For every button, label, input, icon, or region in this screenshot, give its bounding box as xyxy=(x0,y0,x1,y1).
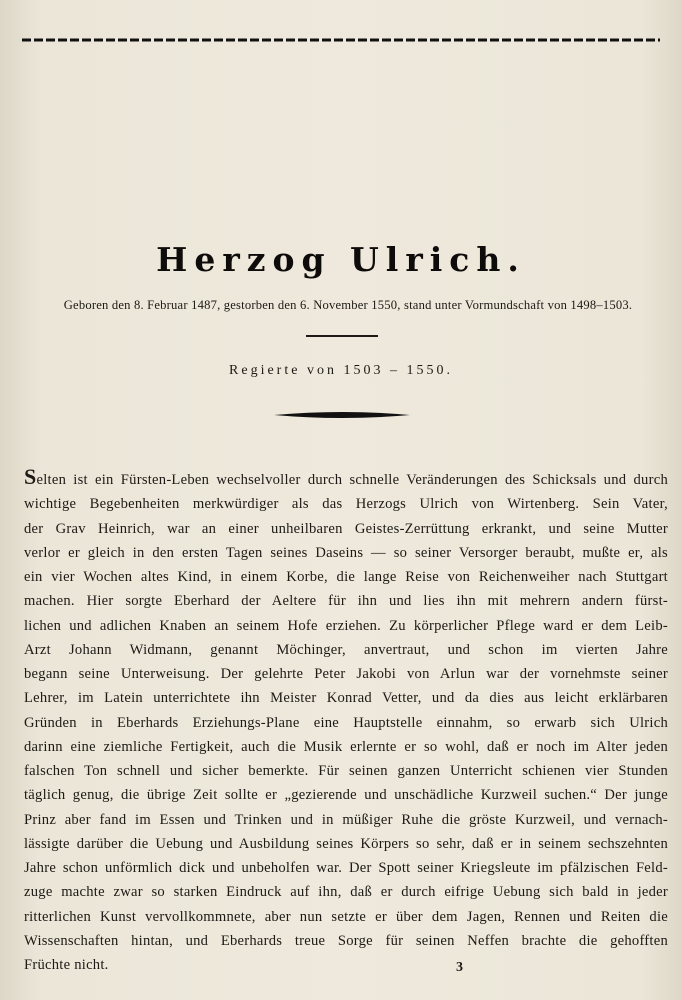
body-line: begann seine Unterweisung. Der gelehrte Peter Jakobi von Arlun war der vornehmste seiner xyxy=(24,666,668,682)
body-line: ein vier Wochen altes Kind, in einem Korbe, die lange Reise von Reichenweiher nach Stuttgart xyxy=(24,569,668,585)
body-line: machen. Hier sorgte Eberhard der Aeltere für ihn und lies ihn mit mehrern andern fürst- xyxy=(24,593,668,610)
top-dashed-rule xyxy=(22,36,660,44)
reign-period: Regierte von 1503 – 1550. xyxy=(229,363,453,378)
body-line: Lehrer, im Latein unterrichtete ihn Meister Konrad Vetter, und da dies aus leicht erklärbaren xyxy=(24,690,668,707)
divider-rule xyxy=(306,335,378,337)
page-number: 3 xyxy=(456,960,463,975)
drop-cap: S xyxy=(24,464,37,489)
body-line: darinn eine ziemliche Fertigkeit, auch die Musik erlernte er so wohl, daß er noch im Alter jeden xyxy=(24,738,668,755)
body-line: wichtige Begebenheiten merkwürdiger als das Herzogs Ulrich von Wirtenberg. Sein Vater, xyxy=(24,496,668,513)
body-line xyxy=(24,464,668,492)
body-line: Arzt Johann Widmann, genannt Möchinger, anvertraut, und schon im vierten Jahre xyxy=(24,641,668,658)
body-line: zuge machte zwar so starken Eindruck auf ihn, daß er durch eifrige Uebung sich bald in jeder xyxy=(24,884,668,901)
biographical-dates: Geboren den 8. Februar 1487, gestorben den 6. November 1550, stand unter Vormundschaft von 1498–1503. xyxy=(63,298,633,312)
body-text xyxy=(24,464,668,977)
ornamental-rule xyxy=(272,410,412,420)
body-line: falschen Ton schnell und sicher bemerkte. Für seinen ganzen Unterricht schienen vier Stunden xyxy=(24,763,668,779)
body-line: täglich genug, die übrige Zeit sollte er „gezierende und unschädliche Kurzweil suchen.“ Der junge xyxy=(24,787,668,804)
body-line: lässigte darüber die Uebung und Ausbildung seines Körpers so sehr, daß er in seinem sechszehnten xyxy=(24,835,668,852)
body-line: ritterlichen Kunst vervollkommnete, aber nun setzte er über dem Jagen, Rennen und Reiten die xyxy=(24,908,668,925)
body-line: Jahre schon unförmlich dick und unbeholfen war. Der Spott seiner Kriegsleute im pfälzischen Feld- xyxy=(24,860,668,876)
body-line: Prinz aber fand im Essen und Trinken und in müßiger Ruhe die gröste Kurzweil, und vernach- xyxy=(24,811,668,828)
body-line-text: elten ist ein Fürsten-Leben wechselvoller durch schnelle Veränderungen des Schicksals und durch xyxy=(36,472,668,488)
page-title: Herzog Ulrich. xyxy=(156,240,526,279)
body-line: Früchte nicht. xyxy=(24,957,109,973)
body-line: lichen und adlichen Knaben an seinem Hofe erziehen. Zu körperlicher Pflege ward er dem Leib- xyxy=(24,617,668,634)
body-line: Gründen in Eberhards Erziehungs-Plane eine Hauptstelle einnahm, so erwarb sich Ulrich xyxy=(24,714,668,731)
body-line: Wissenschaften hintan, und Eberhards treue Sorge für seinen Neffen brachte die gehofften xyxy=(24,932,668,949)
body-line: verlor er gleich in den ersten Tagen seines Daseins — so seiner Versorger beraubt, mußte er, als xyxy=(24,544,668,561)
body-line: der Grav Heinrich, war an einer unheilbaren Geistes-Zerrüttung erkrankt, und seine Mutter xyxy=(24,520,668,537)
